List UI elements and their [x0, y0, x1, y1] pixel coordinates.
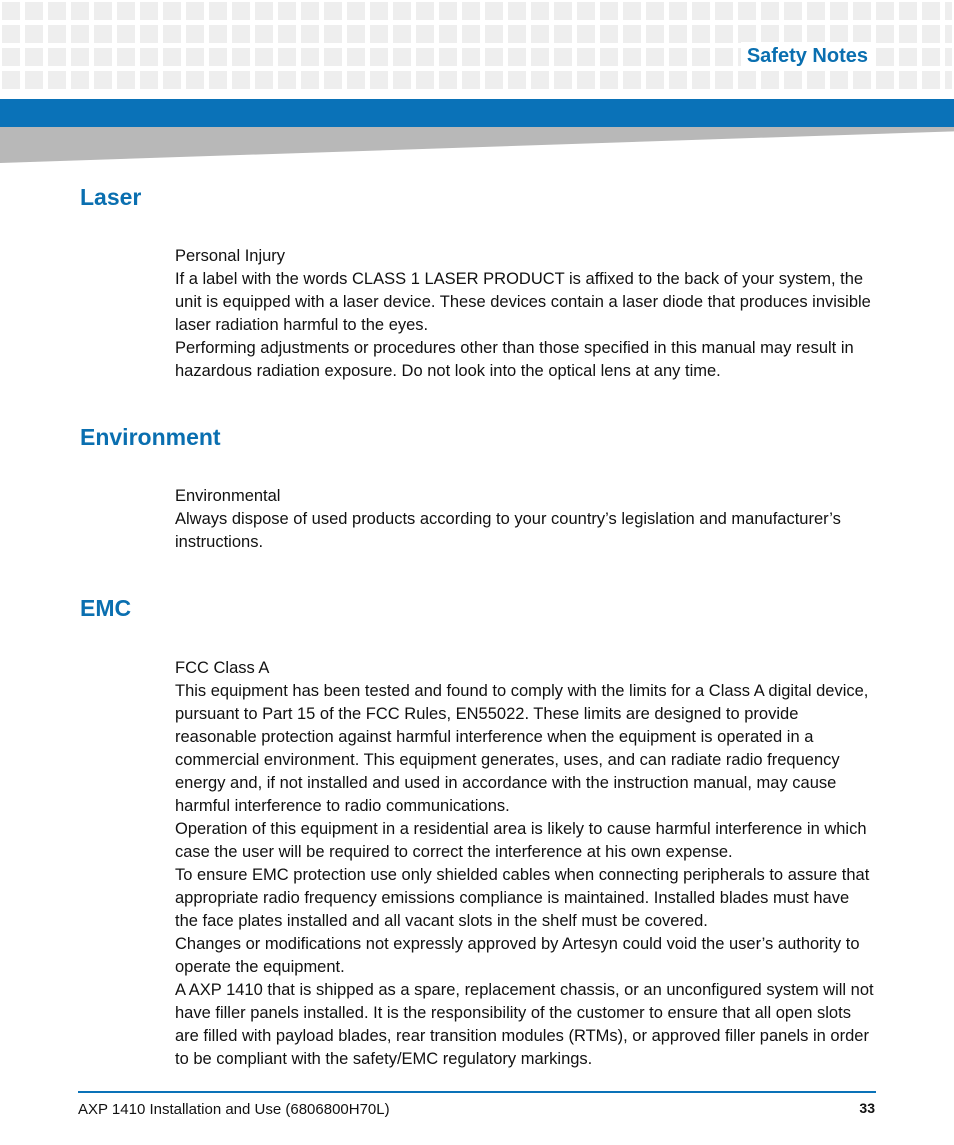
paragraph: Performing adjustments or procedures other than those specified in this manual may result in hazardous radiation exposure. Do not look into the optical lens at any time. — [175, 339, 854, 380]
note-label: Environmental — [175, 487, 281, 505]
section-body-environment — [175, 485, 875, 554]
paragraph: This equipment has been tested and found to comply with the limits for a Class A digital device, pursuant to Part 15 of the FCC Rules, EN55022. These limits are designed to provide reasonable protection against harmful interference when the equipment is operated in a commercial environment. This equipment generates, uses, and can radiate radio frequency energy and, if not installed and used in accordance with the instruction manual, may cause harmful interference to radio communications. — [175, 682, 869, 815]
paragraph: Operation of this equipment in a residential area is likely to cause harmful interference in which case the user will be required to correct the interference at his own expense. — [175, 820, 867, 861]
section-heading-emc: EMC — [80, 595, 132, 621]
paragraph: To ensure EMC protection use only shielded cables when connecting peripherals to assure that appropriate radio frequency emissions compliance is maintained. Installed blades must have the face plates installed and all vacant slots in the shelf must be covered. — [175, 866, 870, 930]
section-heading-environment: Environment — [80, 424, 221, 450]
page-number: 33 — [859, 1100, 875, 1116]
footer-document-title: AXP 1410 Installation and Use (6806800H70L) — [78, 1101, 390, 1118]
header-blue-band — [0, 99, 954, 127]
paragraph: Always dispose of used products according to your country’s legislation and manufacturer’s instructions. — [175, 510, 841, 551]
section-heading-laser: Laser — [80, 184, 142, 210]
note-label: Personal Injury — [175, 247, 286, 265]
paragraph: Changes or modifications not expressly approved by Artesyn could void the user’s authority to operate the equipment. — [175, 935, 860, 976]
footer-rule — [78, 1091, 876, 1093]
section-body-laser — [175, 245, 875, 383]
paragraph: If a label with the words CLASS 1 LASER PRODUCT is affixed to the back of your system, the unit is equipped with a laser device. These devices contain a laser diode that produces invisible laser radiation harmful to the eyes. — [175, 270, 871, 334]
header-gray-wedge — [0, 127, 954, 163]
section-body-emc — [175, 657, 875, 1071]
paragraph: A AXP 1410 that is shipped as a spare, replacement chassis, or an unconfigured system will not have filler panels installed. It is the responsibility of the customer to ensure that all open slots are filled with payload blades, rear transition modules (RTMs), or approved filler panels in order to be compliant with the safety/EMC regulatory markings. — [175, 981, 874, 1068]
note-label: FCC Class A — [175, 659, 270, 677]
running-header-title: Safety Notes — [741, 42, 874, 70]
